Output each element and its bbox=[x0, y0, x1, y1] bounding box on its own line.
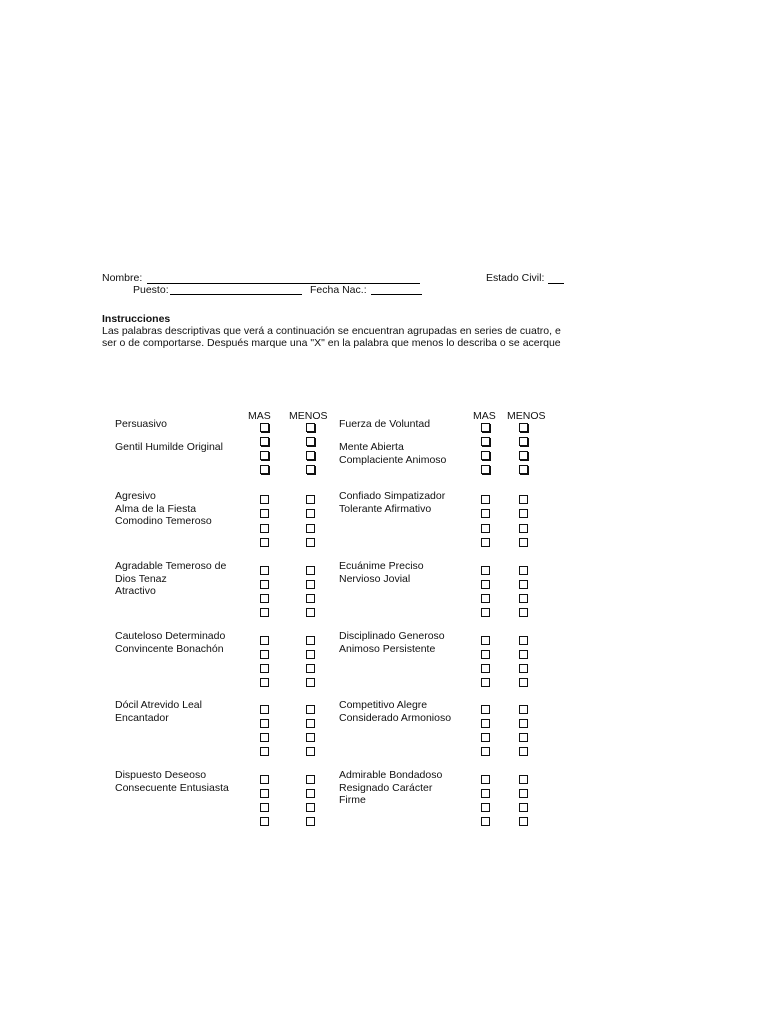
group-right-4-line1: Disciplinado Generoso bbox=[339, 630, 445, 642]
checkbox-left-mas-g1-4[interactable] bbox=[260, 465, 269, 474]
checkbox-left-menos-g6-3[interactable] bbox=[306, 803, 315, 812]
mas-header-right: MAS bbox=[473, 410, 496, 422]
group-left-5 bbox=[115, 699, 240, 724]
group-left-4 bbox=[115, 630, 240, 655]
group-left-5-line2: Encantador bbox=[115, 711, 169, 724]
checkbox-left-menos-g6-2[interactable] bbox=[306, 789, 315, 798]
checkbox-right-menos-g2-2[interactable] bbox=[519, 509, 528, 518]
checkbox-left-menos-g6-1[interactable] bbox=[306, 775, 315, 784]
group-right-5 bbox=[339, 699, 469, 724]
puesto-field[interactable] bbox=[170, 294, 302, 295]
checkbox-left-menos-g3-4[interactable] bbox=[306, 608, 315, 617]
checkbox-right-menos-g1-4[interactable] bbox=[519, 465, 528, 474]
group-left-4-line2: Convincente Bonachón bbox=[115, 642, 224, 655]
group-right-2-line2: Tolerante Afirmativo bbox=[339, 502, 432, 515]
checkbox-left-menos-g5-1[interactable] bbox=[306, 705, 315, 714]
group-left-3-line1: Agradable Temeroso de bbox=[115, 560, 227, 572]
group-left-3-line2: Dios Tenaz bbox=[115, 572, 167, 585]
checkbox-left-mas-g4-2[interactable] bbox=[260, 650, 269, 659]
checkbox-left-mas-g3-1[interactable] bbox=[260, 566, 269, 575]
group-right-5-line1: Competitivo Alegre bbox=[339, 699, 428, 711]
checkbox-left-menos-g3-2[interactable] bbox=[306, 580, 315, 589]
checkbox-left-menos-g5-4[interactable] bbox=[306, 747, 315, 756]
checkbox-right-mas-g6-3[interactable] bbox=[481, 803, 490, 812]
checkbox-right-menos-g4-1[interactable] bbox=[519, 636, 528, 645]
group-right-3-line2: Nervioso Jovial bbox=[339, 572, 411, 585]
group-left-2-line1: Agresivo bbox=[115, 490, 156, 502]
checkbox-right-menos-g5-2[interactable] bbox=[519, 719, 528, 728]
checkbox-left-menos-g4-3[interactable] bbox=[306, 664, 315, 673]
checkbox-left-menos-g2-2[interactable] bbox=[306, 509, 315, 518]
checkbox-right-menos-g1-1[interactable] bbox=[519, 423, 528, 432]
checkbox-left-mas-g5-4[interactable] bbox=[260, 747, 269, 756]
checkbox-right-menos-g5-4[interactable] bbox=[519, 747, 528, 756]
checkbox-right-mas-g3-2[interactable] bbox=[481, 580, 490, 589]
instructions-line-2: ser o de comportarse. Después marque una "X" en la palabra que menos lo describa o se acerque bbox=[102, 337, 561, 349]
checkbox-right-mas-g3-1[interactable] bbox=[481, 566, 490, 575]
checkbox-left-mas-g4-1[interactable] bbox=[260, 636, 269, 645]
checkbox-right-menos-g4-4[interactable] bbox=[519, 678, 528, 687]
group-right-4-line2: Animoso Persistente bbox=[339, 642, 436, 655]
checkbox-right-mas-g4-1[interactable] bbox=[481, 636, 490, 645]
checkbox-left-menos-g4-2[interactable] bbox=[306, 650, 315, 659]
checkbox-right-menos-g3-3[interactable] bbox=[519, 594, 528, 603]
checkbox-right-menos-g4-2[interactable] bbox=[519, 650, 528, 659]
checkbox-right-mas-g5-1[interactable] bbox=[481, 705, 490, 714]
checkbox-right-mas-g4-3[interactable] bbox=[481, 664, 490, 673]
group-left-1-line3: Gentil Humilde Original bbox=[115, 441, 223, 453]
checkbox-left-mas-g2-3[interactable] bbox=[260, 524, 269, 533]
group-right-2 bbox=[339, 490, 469, 515]
checkbox-right-menos-g2-1[interactable] bbox=[519, 495, 528, 504]
checkbox-right-mas-g5-3[interactable] bbox=[481, 733, 490, 742]
checkbox-left-menos-g2-4[interactable] bbox=[306, 538, 315, 547]
checkbox-left-menos-g1-1[interactable] bbox=[306, 423, 315, 432]
checkbox-right-menos-g6-1[interactable] bbox=[519, 775, 528, 784]
group-left-2-line2: Alma de la Fiesta bbox=[115, 502, 197, 515]
checkbox-left-mas-g6-4[interactable] bbox=[260, 817, 269, 826]
checkbox-left-mas-g6-3[interactable] bbox=[260, 803, 269, 812]
group-right-1-line3: Mente Abierta bbox=[339, 441, 404, 453]
checkbox-left-menos-g6-4[interactable] bbox=[306, 817, 315, 826]
instructions-line-1: Las palabras descriptivas que verá a continuación se encuentran agrupadas en series de cuatro, e bbox=[102, 325, 561, 337]
group-right-6 bbox=[339, 769, 469, 807]
checkbox-left-mas-g1-2[interactable] bbox=[260, 437, 269, 446]
checkbox-right-mas-g1-2[interactable] bbox=[481, 437, 490, 446]
checkbox-left-mas-g5-1[interactable] bbox=[260, 705, 269, 714]
checkbox-right-menos-g6-3[interactable] bbox=[519, 803, 528, 812]
checkbox-right-mas-g6-1[interactable] bbox=[481, 775, 490, 784]
checkbox-right-mas-g2-4[interactable] bbox=[481, 538, 490, 547]
menos-header-left: MENOS bbox=[289, 410, 328, 422]
checkbox-left-menos-g2-3[interactable] bbox=[306, 524, 315, 533]
checkbox-left-menos-g3-1[interactable] bbox=[306, 566, 315, 575]
group-left-3 bbox=[115, 560, 240, 598]
puesto-label: Puesto: bbox=[133, 284, 169, 296]
checkbox-right-mas-g2-2[interactable] bbox=[481, 509, 490, 518]
group-right-4 bbox=[339, 630, 469, 655]
group-right-6-line2: Resignado Carácter bbox=[339, 781, 433, 794]
checkbox-right-menos-g2-3[interactable] bbox=[519, 524, 528, 533]
checkbox-left-mas-g2-4[interactable] bbox=[260, 538, 269, 547]
group-left-3-line3: Atractivo bbox=[115, 585, 156, 597]
checkbox-right-menos-g2-4[interactable] bbox=[519, 538, 528, 547]
checkbox-left-mas-g3-4[interactable] bbox=[260, 608, 269, 617]
group-right-5-line2: Considerado Armonioso bbox=[339, 711, 452, 724]
group-left-2-line3: Comodino Temeroso bbox=[115, 515, 212, 527]
estado-civil-label: Estado Civil: bbox=[486, 272, 545, 284]
checkbox-left-menos-g1-2[interactable] bbox=[306, 437, 315, 446]
checkbox-right-mas-g2-1[interactable] bbox=[481, 495, 490, 504]
group-left-6-line2: Consecuente Entusiasta bbox=[115, 781, 229, 794]
checkbox-right-mas-g1-3[interactable] bbox=[481, 451, 490, 460]
fecha-nac-label: Fecha Nac.: bbox=[310, 284, 367, 296]
checkbox-right-menos-g5-1[interactable] bbox=[519, 705, 528, 714]
checkbox-right-mas-g2-3[interactable] bbox=[481, 524, 490, 533]
group-right-2-line1: Confiado Simpatizador bbox=[339, 490, 446, 502]
checkbox-right-menos-g3-1[interactable] bbox=[519, 566, 528, 575]
checkbox-left-mas-g3-3[interactable] bbox=[260, 594, 269, 603]
nombre-label: Nombre: bbox=[102, 272, 143, 284]
checkbox-left-menos-g4-1[interactable] bbox=[306, 636, 315, 645]
checkbox-left-menos-g4-4[interactable] bbox=[306, 678, 315, 687]
checkbox-right-mas-g1-4[interactable] bbox=[481, 465, 490, 474]
checkbox-right-menos-g5-3[interactable] bbox=[519, 733, 528, 742]
checkbox-right-mas-g1-1[interactable] bbox=[481, 423, 490, 432]
nombre-field[interactable] bbox=[147, 283, 420, 284]
instructions-title: Instrucciones bbox=[102, 313, 171, 325]
group-left-5-line1: Dócil Atrevido Leal bbox=[115, 699, 202, 711]
checkbox-right-menos-g4-3[interactable] bbox=[519, 664, 528, 673]
group-left-4-line1: Cauteloso Determinado bbox=[115, 630, 226, 642]
checkbox-left-mas-g2-2[interactable] bbox=[260, 509, 269, 518]
checkbox-right-menos-g6-2[interactable] bbox=[519, 789, 528, 798]
fecha-nac-field[interactable] bbox=[371, 294, 422, 295]
checkbox-right-mas-g6-2[interactable] bbox=[481, 789, 490, 798]
checkbox-right-mas-g4-4[interactable] bbox=[481, 678, 490, 687]
group-left-6-line1: Dispuesto Deseoso bbox=[115, 769, 207, 781]
checkbox-left-mas-g6-1[interactable] bbox=[260, 775, 269, 784]
checkbox-left-menos-g1-4[interactable] bbox=[306, 465, 315, 474]
checkbox-left-mas-g6-2[interactable] bbox=[260, 789, 269, 798]
checkbox-right-menos-g3-2[interactable] bbox=[519, 580, 528, 589]
group-right-3 bbox=[339, 560, 469, 585]
checkbox-right-menos-g6-4[interactable] bbox=[519, 817, 528, 826]
checkbox-left-mas-g3-2[interactable] bbox=[260, 580, 269, 589]
group-left-1-line1: Persuasivo bbox=[115, 418, 167, 430]
checkbox-right-mas-g3-3[interactable] bbox=[481, 594, 490, 603]
checkbox-right-mas-g6-4[interactable] bbox=[481, 817, 490, 826]
checkbox-left-mas-g5-2[interactable] bbox=[260, 719, 269, 728]
group-right-6-line1: Admirable Bondadoso bbox=[339, 769, 443, 781]
checkbox-left-mas-g5-3[interactable] bbox=[260, 733, 269, 742]
checkbox-right-mas-g3-4[interactable] bbox=[481, 608, 490, 617]
menos-header-right: MENOS bbox=[507, 410, 546, 422]
checkbox-left-mas-g2-1[interactable] bbox=[260, 495, 269, 504]
checkbox-left-menos-g1-3[interactable] bbox=[306, 451, 315, 460]
mas-header-left: MAS bbox=[248, 410, 271, 422]
checkbox-left-mas-g4-3[interactable] bbox=[260, 664, 269, 673]
checkbox-left-menos-g5-2[interactable] bbox=[306, 719, 315, 728]
checkbox-left-menos-g5-3[interactable] bbox=[306, 733, 315, 742]
checkbox-right-mas-g5-4[interactable] bbox=[481, 747, 490, 756]
group-right-1-line1: Fuerza de Voluntad bbox=[339, 418, 431, 430]
checkbox-left-menos-g3-3[interactable] bbox=[306, 594, 315, 603]
checkbox-right-mas-g5-2[interactable] bbox=[481, 719, 490, 728]
group-right-3-line1: Ecuánime Preciso bbox=[339, 560, 424, 572]
checkbox-right-menos-g1-2[interactable] bbox=[519, 437, 528, 446]
group-left-6 bbox=[115, 769, 240, 794]
checkbox-left-mas-g4-4[interactable] bbox=[260, 678, 269, 687]
group-right-6-line3: Firme bbox=[339, 794, 366, 806]
checkbox-right-mas-g4-2[interactable] bbox=[481, 650, 490, 659]
checkbox-left-mas-g1-1[interactable] bbox=[260, 423, 269, 432]
checkbox-right-menos-g3-4[interactable] bbox=[519, 608, 528, 617]
checkbox-left-mas-g1-3[interactable] bbox=[260, 451, 269, 460]
checkbox-right-menos-g1-3[interactable] bbox=[519, 451, 528, 460]
estado-civil-field[interactable] bbox=[548, 283, 564, 284]
group-right-1-line4: Complaciente Animoso bbox=[339, 454, 447, 466]
checkbox-left-menos-g2-1[interactable] bbox=[306, 495, 315, 504]
group-left-2 bbox=[115, 490, 240, 528]
